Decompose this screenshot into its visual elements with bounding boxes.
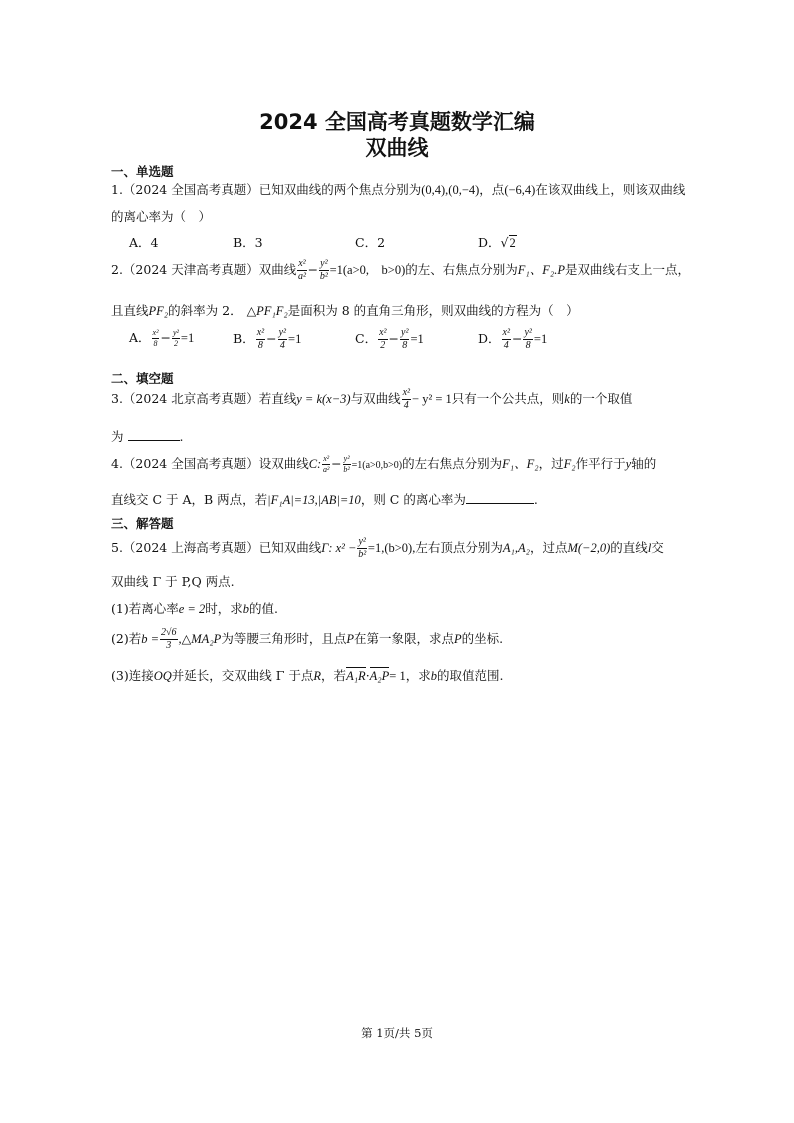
page-title: 2024 全国高考真题数学汇编 xyxy=(259,110,535,134)
q5-line2: 双曲线 Γ 于 P,Q 两点. xyxy=(111,574,235,589)
q2-line1: 2.（2024 天津高考真题）双曲线 $\frac{\text{x²}}{\text{a²}}$ − $\frac{\text{y²}}{\text{b²}}$ =1(a>0, b>0)的左、右焦点分别为F₁、F₂.P是双曲线右支上一点， xyxy=(111,258,690,282)
q1-option-a: A．4 xyxy=(129,235,159,250)
q3-answer-blank xyxy=(128,428,180,441)
q2-option-d: D． $\frac{\text{x²}}{4}$ − $\frac{\text{y²}}{8}$ =1 xyxy=(478,327,548,351)
page-subtitle: 双曲线 xyxy=(365,136,429,160)
q1-line2: 的离心率为（ ） xyxy=(111,209,212,224)
q2-option-b: B． $\frac{\text{x²}}{8}$ − $\frac{\text{y²}}{4}$ =1 xyxy=(233,327,302,351)
q1-line1: 1.（2024 全国高考真题）已知双曲线的两个焦点分别为(0,4),(0,−4)，点(−6,4)在该双曲线上，则该双曲线 xyxy=(111,182,686,197)
q1-option-c: C．2 xyxy=(355,235,386,250)
q1-option-d: D．√2 xyxy=(478,235,516,250)
q2-option-a: A． $\frac{\text{x²}}{8}$ − $\frac{\text{y²}}{2}$ =1 xyxy=(129,328,195,348)
q1-option-b: B．3 xyxy=(233,235,263,250)
q4-answer-blank xyxy=(466,491,534,504)
page-footer: 第 1页/共 5页 xyxy=(361,1026,433,1040)
q5-part1: (1)若离心率e = 2时，求b的值. xyxy=(111,601,278,616)
q5-part2: (2)若b = $\frac{2√6}{3}$ ,△MA₂P为等腰三角形时，且点P在第一象限，求点P的坐标. xyxy=(111,627,504,651)
section-heading-single-choice: 一、单选题 xyxy=(111,164,174,179)
q3-line1: 3.（2024 北京高考真题）若直线y = k(x−3)与双曲线 $\frac{\text{x²}}{4}$ − y² = 1只有一个公共点，则k的一个取值 xyxy=(111,387,633,411)
section-heading-solution: 三、解答题 xyxy=(111,516,174,531)
q2-line2: 且直线PF₂的斜率为 2． △PF₁F₂是面积为 8 的直角三角形，则双曲线的方程为（ ） xyxy=(111,303,579,318)
q5-part3: (3)连接OQ并延长，交双曲线 Γ 于点R，若A₁R·A₂P= 1，求b的取值范围. xyxy=(111,668,504,683)
q4-line1: 4.（2024 全国高考真题）设双曲线C: $\frac{\text{x²}}{\text{a²}}$ − $\frac{\text{y²}}{\text{b²}}$ =1(a>0,b>0)的左右焦点分别为F₁、F₂，过F₂作平行于y轴的 xyxy=(111,454,657,474)
q3-line2: 为 . xyxy=(111,429,184,444)
q2-option-c: C． $\frac{\text{x²}}{2}$ − $\frac{\text{y²}}{8}$ =1 xyxy=(355,327,424,351)
section-heading-fill-blank: 二、填空题 xyxy=(111,371,174,386)
q4-line2: 直线交 C 于 A，B 两点，若|F₁A|=13,|AB|=10，则 C 的离心率为 . xyxy=(111,492,538,507)
q5-line1: 5.（2024 上海高考真题）已知双曲线Γ: x² − $\frac{\text{y²}}{\text{b²}}$ =1,(b>0),左右顶点分别为A₁,A₂，过点M(−2,0)的直线l交 xyxy=(111,536,664,560)
